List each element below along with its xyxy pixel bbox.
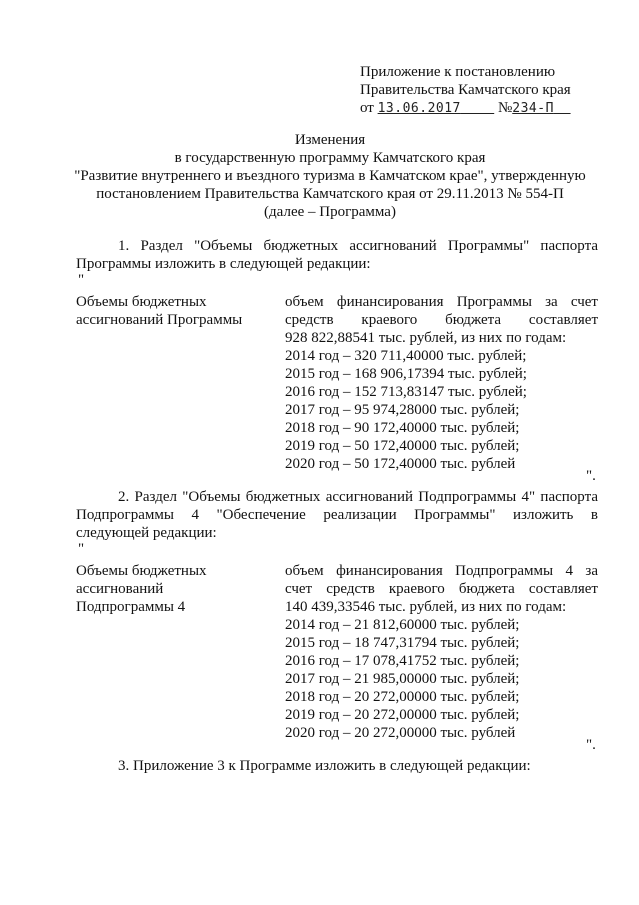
section-2-value-line-8: 2018 год – 20 272,00000 тыс. рублей; bbox=[285, 689, 520, 705]
section-2-label-line-2: ассигнований bbox=[76, 581, 164, 597]
title-line-3: "Развитие внутреннего и въездного туризма в Камчатском крае", утвержденную bbox=[74, 168, 586, 184]
section-1-value-line-6: 2016 год – 152 713,83147 тыс. рублей; bbox=[285, 384, 527, 400]
appendix-line-2: Правительства Камчатского края bbox=[360, 82, 571, 98]
section-1-value-line-10: 2020 год – 50 172,40000 тыс. рублей bbox=[285, 456, 516, 472]
section-1-value-line-1: объем финансирования Программы за счет bbox=[285, 294, 598, 310]
document-title bbox=[60, 131, 600, 221]
section-2-value-line-9: 2019 год – 20 272,00000 тыс. рублей; bbox=[285, 707, 520, 723]
section-2-value-line-10: 2020 год – 20 272,00000 тыс. рублей bbox=[285, 725, 516, 741]
section-1-value-line-4: 2014 год – 320 711,40000 тыс. рублей; bbox=[285, 348, 527, 364]
section-2-line-1: 2. Раздел "Объемы бюджетных ассигнований Подпрограммы 4" паспорта bbox=[118, 489, 598, 505]
section-1-intro bbox=[76, 237, 598, 273]
section-2-line-2: Подпрограммы 4 "Обеспечение реализации Программы" изложить в bbox=[76, 507, 598, 523]
section-1-value-line-9: 2019 год – 50 172,40000 тыс. рублей; bbox=[285, 438, 520, 454]
section-2-label-line-3: Подпрограммы 4 bbox=[76, 599, 186, 615]
section-2-value-line-4: 2014 год – 21 812,60000 тыс. рублей; bbox=[285, 617, 520, 633]
section-1-value-line-2: средств краевого бюджета составляет bbox=[285, 312, 598, 328]
section-1-value bbox=[285, 293, 598, 473]
appendix-from-label: от bbox=[360, 100, 374, 116]
section-1-label-line-1: Объемы бюджетных bbox=[76, 294, 207, 310]
section-2-close-quote: ". bbox=[586, 737, 596, 753]
section-1-value-line-5: 2015 год – 168 906,17394 тыс. рублей; bbox=[285, 366, 527, 382]
title-line-2: в государственную программу Камчатского края bbox=[174, 150, 486, 166]
section-3-intro bbox=[76, 757, 598, 775]
section-1-value-line-8: 2018 год – 90 172,40000 тыс. рублей; bbox=[285, 420, 520, 436]
section-1-value-line-7: 2017 год – 95 974,28000 тыс. рублей; bbox=[285, 402, 520, 418]
appendix-line-1: Приложение к постановлению bbox=[360, 64, 556, 80]
section-2-value-line-1: объем финансирования Подпрограммы 4 за bbox=[285, 563, 598, 579]
title-line-1: Изменения bbox=[294, 132, 366, 148]
appendix-date: 13.06.2017 bbox=[377, 101, 461, 116]
appendix-number: 234-П bbox=[512, 101, 554, 116]
appendix-date-underline bbox=[461, 101, 494, 116]
section-2-intro bbox=[76, 488, 598, 542]
section-2-label-line-1: Объемы бюджетных bbox=[76, 563, 207, 579]
section-2-line-3: следующей редакции: bbox=[76, 525, 217, 541]
section-2-value-line-7: 2017 год – 21 985,00000 тыс. рублей; bbox=[285, 671, 520, 687]
title-line-4: постановлением Правительства Камчатского края от 29.11.2013 № 554-П bbox=[96, 186, 564, 202]
appendix-number-underline bbox=[554, 101, 571, 116]
section-1-label bbox=[76, 293, 266, 329]
title-line-5: (далее – Программа) bbox=[264, 204, 396, 220]
section-2-value bbox=[285, 562, 598, 742]
section-1-line-1: 1. Раздел "Объемы бюджетных ассигнований Программы" паспорта bbox=[118, 238, 598, 254]
section-3-line-1: 3. Приложение 3 к Программе изложить в следующей редакции: bbox=[118, 758, 531, 774]
appendix-date-line bbox=[360, 99, 610, 117]
section-1-open-quote: " bbox=[78, 272, 85, 288]
section-1-line-2: Программы изложить в следующей редакции: bbox=[76, 256, 371, 272]
section-2-value-line-5: 2015 год – 18 747,31794 тыс. рублей; bbox=[285, 635, 520, 651]
section-2-value-line-6: 2016 год – 17 078,41752 тыс. рублей; bbox=[285, 653, 520, 669]
section-2-label bbox=[76, 562, 266, 616]
section-1-value-line-3: 928 822,88541 тыс. рублей, из них по годам: bbox=[285, 330, 567, 346]
appendix-number-label: № bbox=[497, 100, 513, 116]
section-1-label-line-2: ассигнований Программы bbox=[76, 312, 243, 328]
appendix-header bbox=[360, 63, 610, 117]
section-2-value-line-3: 140 439,33546 тыс. рублей, из них по годам: bbox=[285, 599, 567, 615]
section-1-close-quote: ". bbox=[586, 468, 596, 484]
section-2-open-quote: " bbox=[78, 541, 85, 557]
section-2-value-line-2: счет средств краевого бюджета составляет bbox=[285, 581, 598, 597]
